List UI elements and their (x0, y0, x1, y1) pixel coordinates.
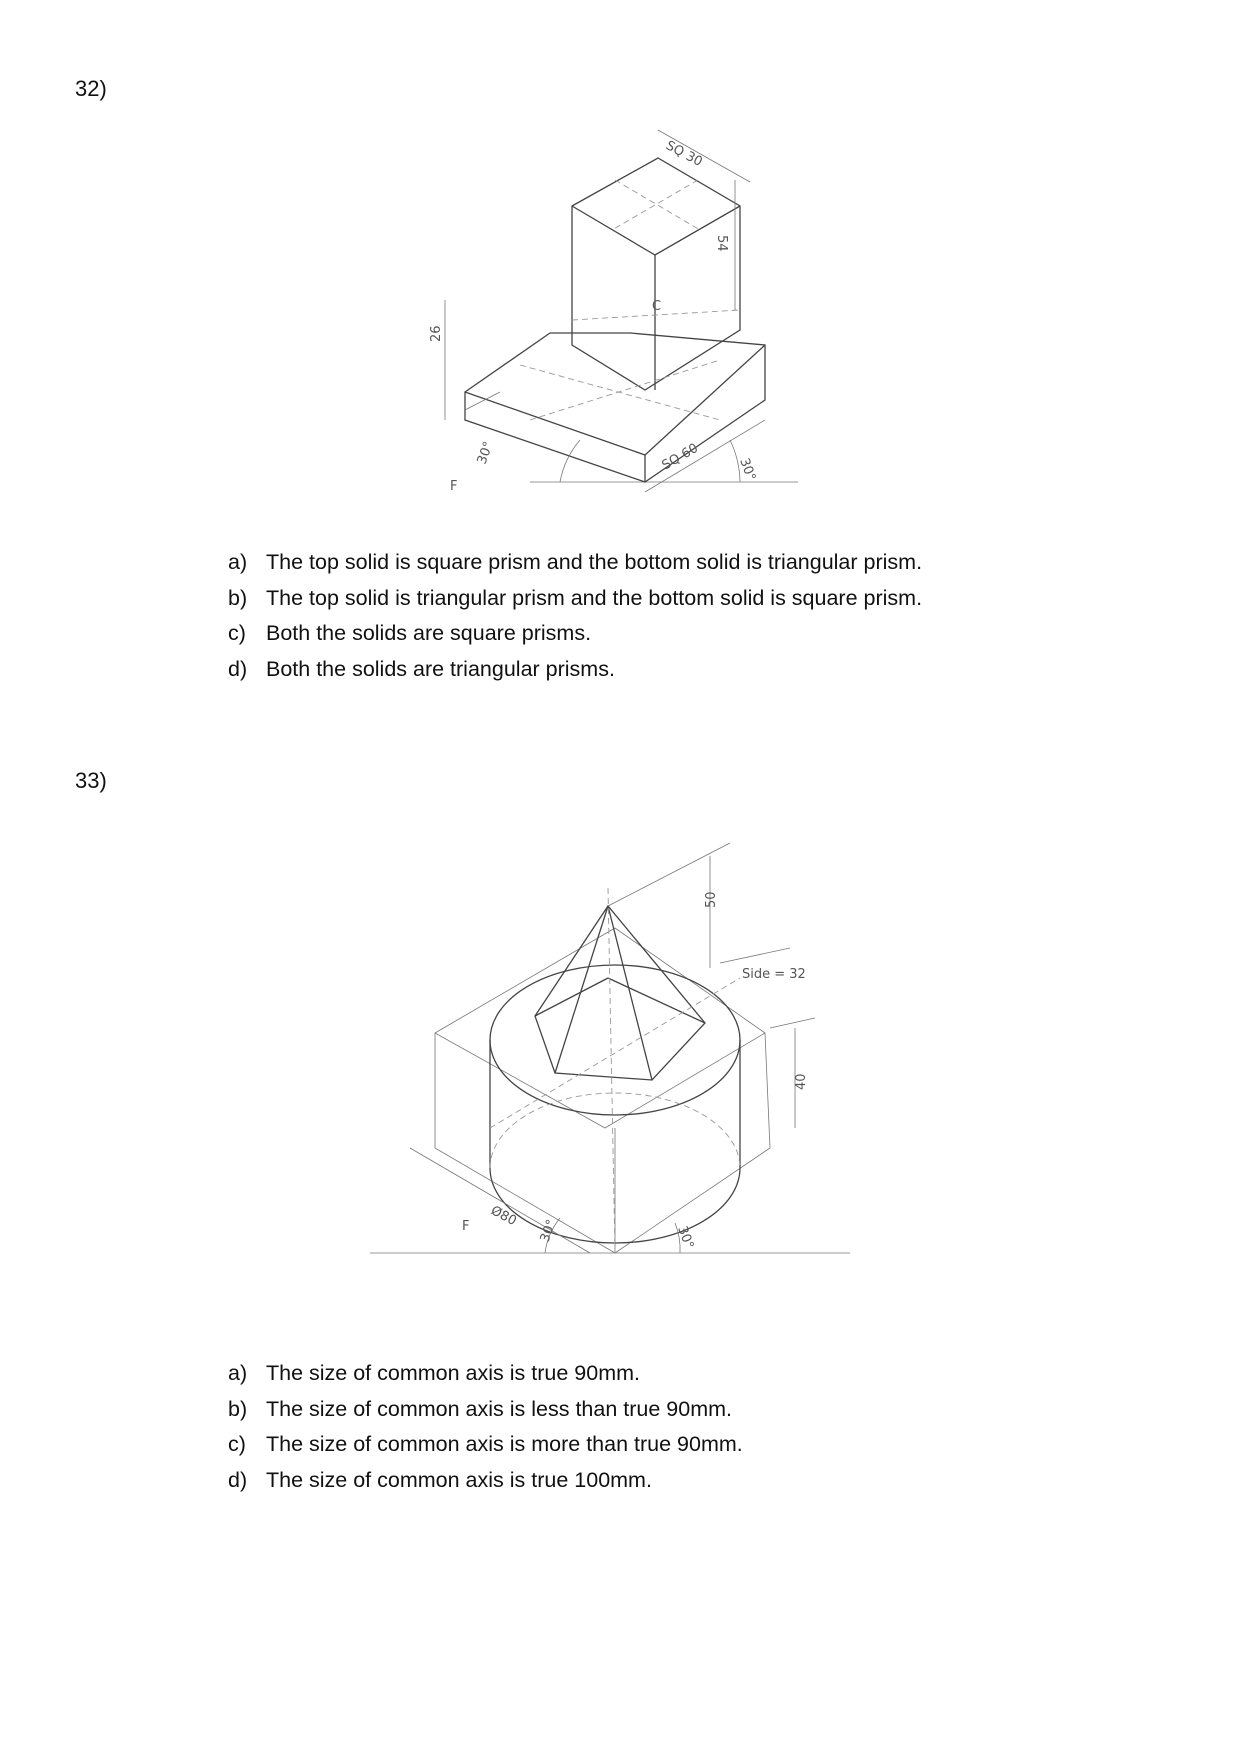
option-a: a) The size of common axis is true 90mm. (228, 1361, 640, 1385)
option-d: d) Both the solids are triangular prisms. (228, 656, 615, 681)
question-number: 32) (75, 76, 107, 101)
options-list (228, 1356, 743, 1498)
dim-label: SQ 30 (663, 138, 705, 170)
dim-label: 54 (714, 235, 729, 252)
option-c: c) Both the solids are square prisms. (228, 621, 592, 645)
dim-label: 30° (674, 1224, 697, 1252)
view-label: F (450, 479, 458, 494)
question-figure-33 (370, 828, 850, 1288)
question-figure-32 (420, 120, 810, 520)
options-list (228, 545, 922, 687)
center-label: C (652, 299, 662, 314)
question-number: 33) (75, 768, 107, 793)
dim-label: Side = 32 (742, 967, 806, 982)
option-b: b) The top solid is triangular prism and the bottom solid is square prism. (228, 585, 923, 610)
dim-label: SQ 60 (659, 440, 701, 474)
dim-label: Ø80 (488, 1203, 519, 1230)
dim-label: 30° (537, 1217, 560, 1245)
view-label: F (462, 1219, 470, 1234)
dim-label: 30° (736, 456, 759, 484)
option-d: d) The size of common axis is true 100mm. (228, 1467, 652, 1492)
option-a: a) The top solid is square prism and the bottom solid is triangular prism. (228, 550, 923, 574)
dim-label: 30° (474, 439, 497, 467)
dim-label: 50 (704, 891, 719, 908)
option-b: b) The size of common axis is less than true 90mm. (228, 1396, 733, 1421)
dim-label: 40 (794, 1073, 809, 1090)
dim-label: 26 (429, 325, 444, 342)
option-c: c) The size of common axis is more than true 90mm. (228, 1432, 743, 1456)
